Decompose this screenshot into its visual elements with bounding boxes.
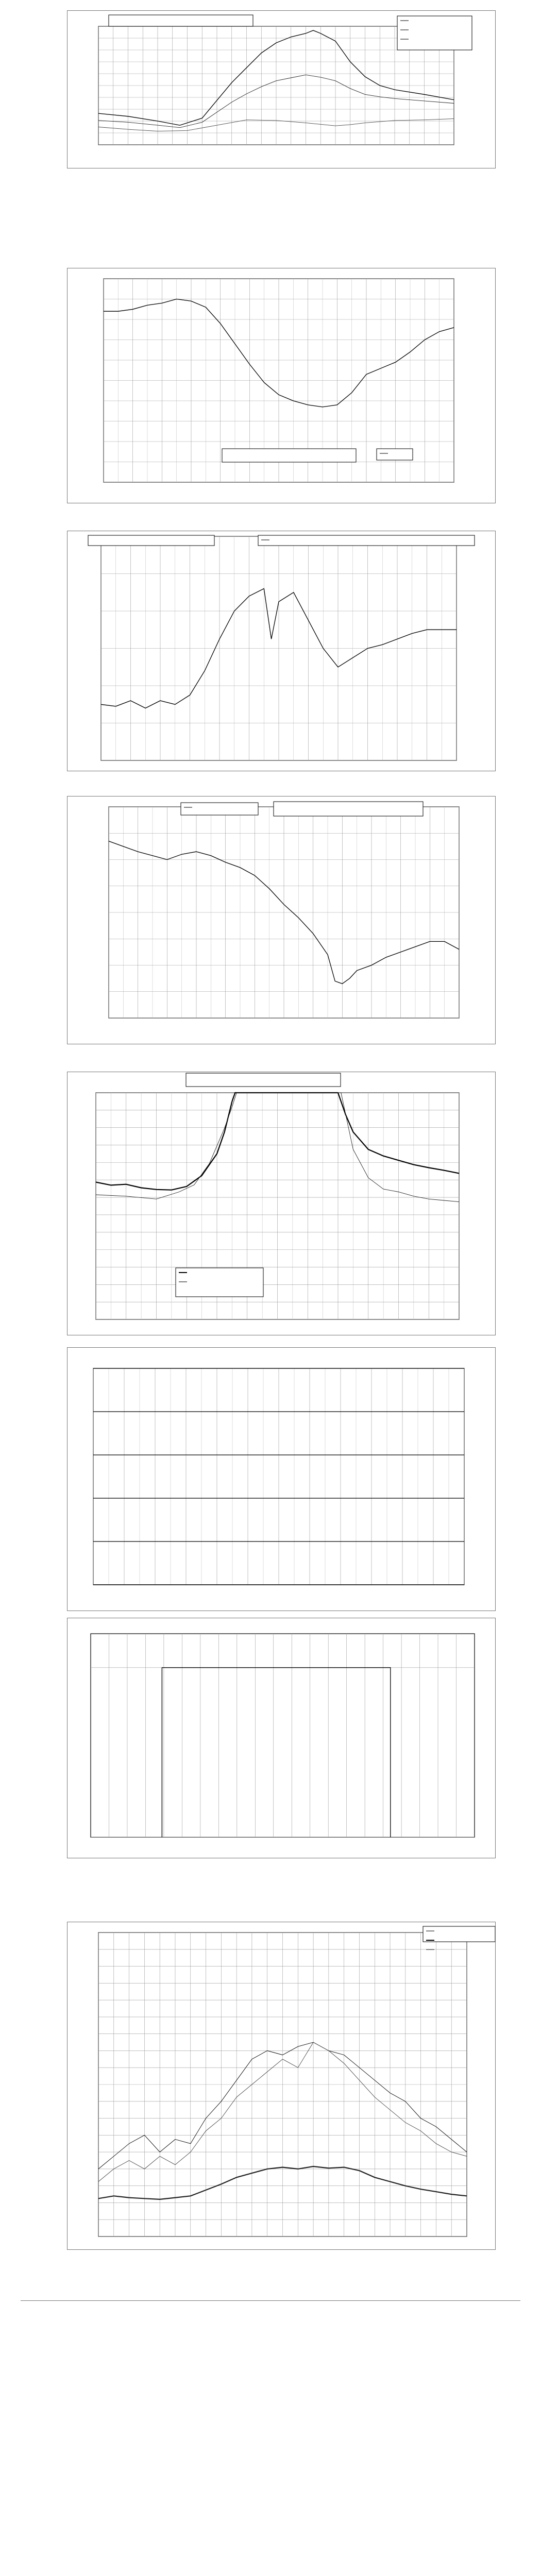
legend-box bbox=[176, 1268, 263, 1297]
chart-panel bbox=[67, 1072, 496, 1335]
chart-panel bbox=[67, 531, 496, 771]
legend-box bbox=[377, 449, 413, 460]
chart-svg bbox=[67, 1618, 495, 1858]
chart-svg bbox=[67, 531, 495, 771]
chart-svg bbox=[67, 11, 495, 168]
chart-svg bbox=[67, 796, 495, 1044]
chart-panel bbox=[67, 10, 496, 168]
plot-area bbox=[91, 1634, 475, 1837]
chart-svg bbox=[67, 1922, 495, 2249]
chart-panel bbox=[67, 268, 496, 503]
title-box bbox=[222, 449, 356, 462]
legend-box bbox=[423, 1926, 495, 1942]
chart-svg bbox=[67, 268, 495, 503]
title-box bbox=[109, 15, 253, 26]
legend-box bbox=[258, 535, 475, 546]
chart-panel bbox=[67, 1922, 496, 2250]
chart-svg bbox=[67, 1072, 495, 1335]
bottom-rule bbox=[21, 2300, 520, 2301]
title-box bbox=[274, 802, 423, 816]
title-box bbox=[186, 1073, 341, 1087]
legend-box bbox=[181, 803, 258, 815]
chart-panel bbox=[67, 796, 496, 1044]
chart-panel bbox=[67, 1347, 496, 1611]
title-box bbox=[88, 535, 214, 546]
chart-panel bbox=[67, 1618, 496, 1858]
chart-svg bbox=[67, 1348, 495, 1611]
legend-box bbox=[397, 16, 472, 50]
